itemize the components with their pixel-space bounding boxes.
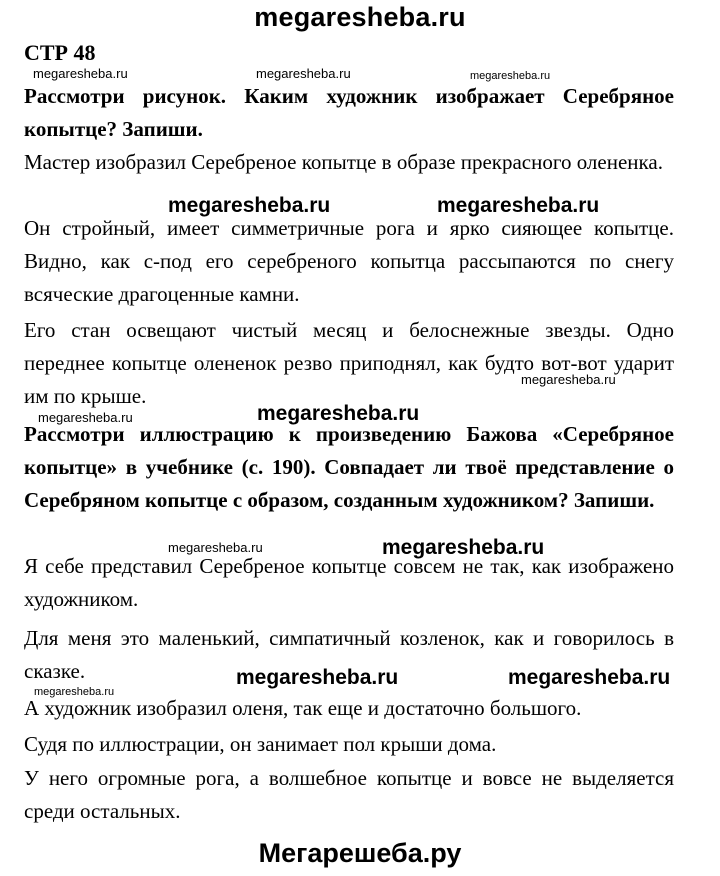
answer-2-paragraph-2: Для меня это маленький, симпатичный козленок, как и говорилось в сказке. bbox=[24, 626, 674, 683]
watermark: megaresheba.ru bbox=[257, 402, 420, 425]
answer-2-paragraph-3: А художник изобразил оленя, так еще и достаточно большого. bbox=[24, 696, 582, 720]
watermark: megaresheba.ru bbox=[38, 410, 133, 425]
watermark: megaresheba.ru bbox=[168, 194, 331, 217]
watermark: megaresheba.ru bbox=[521, 372, 616, 387]
page-label: СТР 48 bbox=[24, 40, 96, 65]
answer-2-paragraph-5: У него огромные рога, а волшебное копытце и вовсе не выделяется среди остальных. bbox=[24, 766, 674, 823]
answer-1-paragraph-1: Мастер изобразил Серебреное копытце в образе прекрасного олененка. bbox=[24, 150, 663, 174]
watermark: megaresheba.ru bbox=[168, 540, 263, 555]
watermark: megaresheba.ru bbox=[33, 66, 128, 81]
watermark: megaresheba.ru bbox=[470, 70, 551, 82]
watermark: megaresheba.ru bbox=[437, 194, 600, 217]
watermark: megaresheba.ru bbox=[382, 536, 545, 559]
answer-1-paragraph-2: Он стройный, имеет симметричные рога и ярко сияющее копытце. Видно, как с-под его серебреного копытца рассыпаются по снегу всяческие драгоценные камни. bbox=[24, 216, 674, 306]
site-watermark-bottom: Мегарешеба.ру bbox=[258, 838, 462, 868]
answer-1-paragraph-3: Его стан освещают чистый месяц и белоснежные звезды. Одно переднее копытце олененок резво приподнял, как будто вот-вот ударит им по крыше. bbox=[24, 318, 674, 408]
watermark: megaresheba.ru bbox=[236, 666, 399, 689]
watermark: megaresheba.ru bbox=[34, 686, 115, 698]
question-1: Рассмотри рисунок. Каким художник изображает Серебряное копытце? Запиши. bbox=[24, 84, 674, 141]
answer-2-paragraph-4: Судя по иллюстрации, он занимает пол крыши дома. bbox=[24, 732, 497, 756]
site-watermark-top: megaresheba.ru bbox=[254, 2, 466, 32]
question-2: Рассмотри иллюстрацию к произведению Бажова «Серебряное копытце» в учебнике (с. 190). Совпадает ли твоё представление о Серебряном копытце с образом, созданным художником? Запиши. bbox=[24, 422, 674, 512]
watermark: megaresheba.ru bbox=[508, 666, 671, 689]
watermark: megaresheba.ru bbox=[256, 66, 351, 81]
answer-2-paragraph-1: Я себе представил Серебреное копытце совсем не так, как изображено художником. bbox=[24, 554, 674, 611]
